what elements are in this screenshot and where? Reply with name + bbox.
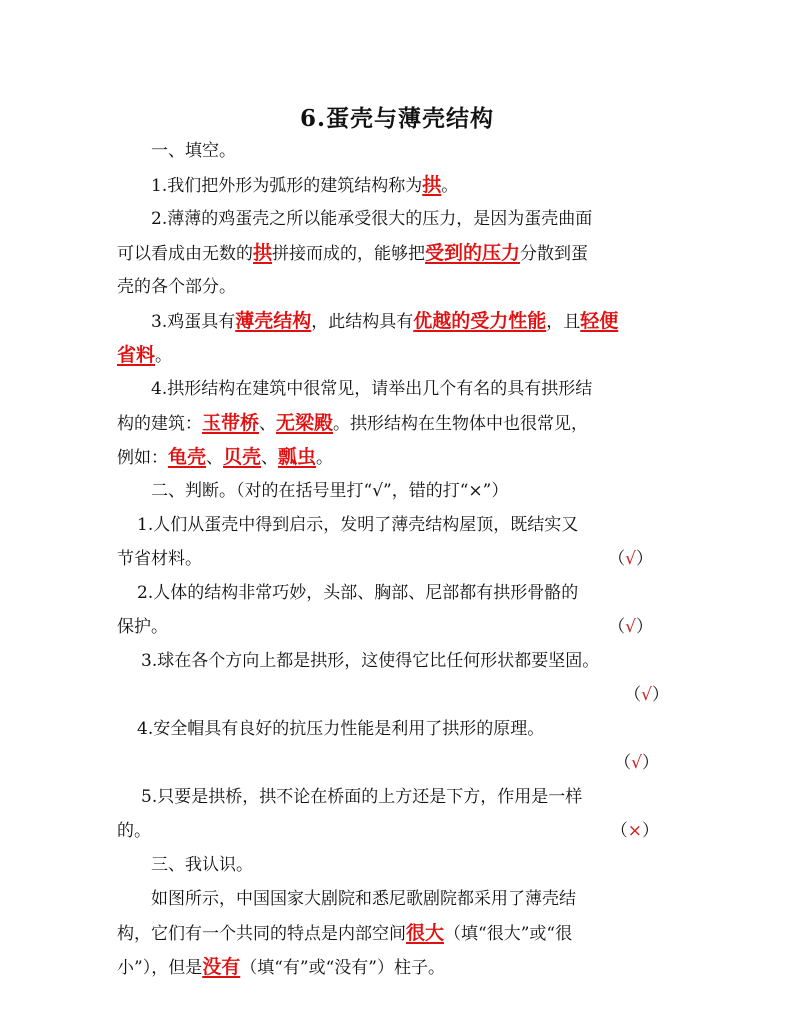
s2-q5-text1: 5.只要是拱桥，拱不论在桥面的上方还是下方，作用是一样: [141, 787, 583, 807]
s2-q4-line1: [117, 712, 677, 746]
s2-q3-answer-box: [624, 685, 669, 705]
s2-q3-answer-line: [117, 678, 677, 712]
s1-q4-sep2: 、: [206, 448, 224, 468]
s1-q4-answer3: 龟壳: [168, 446, 207, 468]
s2-q5-open: （: [610, 821, 628, 841]
s1-q4-sep3: 、: [261, 448, 279, 468]
s1-q4-text2b: 。拱形结构在生物体中也很常见，: [333, 414, 589, 434]
section2-heading-text: 二、判断。（对的在括号里打“√”，错的打“×”）: [151, 481, 509, 501]
s1-q2-text2c: 分散到蛋: [520, 244, 589, 264]
s2-q2-close: ）: [636, 617, 653, 637]
s1-q2-line2: [117, 236, 677, 270]
s1-q1-answer: 拱: [422, 174, 442, 196]
section3-heading: [117, 848, 677, 882]
s2-q5-answer-box: [611, 814, 677, 848]
s2-q1-text1: 1.人们从蛋壳中得到启示，发明了薄壳结构屋顶，既结实又: [137, 515, 579, 535]
section1-heading: [117, 134, 677, 168]
s1-q3-line1: [117, 304, 677, 338]
s2-q5-line1: [117, 780, 677, 814]
s2-q2-open: （: [608, 617, 626, 637]
s2-q1-open: （: [608, 549, 626, 569]
s2-q4-close: ）: [642, 753, 659, 773]
s1-q2-text2b: 拼接而成的，能够把: [272, 244, 426, 264]
s2-q3-open: （: [624, 685, 642, 705]
s1-q3-answer3b: 省料: [117, 344, 156, 366]
s1-q2-line1: [117, 202, 677, 236]
section1-heading-text: 一、填空。: [151, 141, 236, 161]
s2-q4-open: （: [614, 753, 632, 773]
s2-q4-answer-box: [614, 753, 659, 773]
s3-text2a: 构，它们有一个共同的特点是内部空间: [117, 924, 406, 944]
s1-q4-text3a: 例如：: [117, 448, 168, 468]
s2-q4-text1: 4.安全帽具有良好的抗压力性能是利用了拱形的原理。: [137, 719, 545, 739]
s1-q2-line3: [117, 270, 677, 304]
s3-answer1: 很大: [406, 922, 445, 944]
s2-q1-close: ）: [636, 549, 653, 569]
s2-q5-text2: 的。: [117, 821, 151, 841]
s2-q1-text2: 节省材料。: [117, 549, 202, 569]
s1-q4-line1: [117, 372, 677, 406]
s1-q4-text2a: 构的建筑：: [117, 414, 202, 434]
s1-q2-text3: 壳的各个部分。: [117, 277, 236, 297]
s1-q1: [117, 168, 677, 202]
s1-q3-text2: ，此结构具有: [311, 312, 414, 332]
cross-mark-icon: ×: [627, 821, 642, 841]
s2-q2-answer-box: [608, 610, 677, 644]
s3-line2: [117, 916, 677, 950]
section3-heading-text: 三、我认识。: [151, 855, 253, 875]
s1-q4-text1: 4.拱形结构在建筑中很常见，请举出几个有名的具有拱形结: [151, 379, 593, 399]
s2-q3-line1: [117, 644, 677, 678]
s1-q2-text2a: 可以看成由无数的: [117, 244, 253, 264]
s1-q2-text1: 2.薄薄的鸡蛋壳之所以能承受很大的压力，是因为蛋壳曲面: [151, 209, 593, 229]
s1-q3-answer1: 薄壳结构: [235, 310, 312, 332]
page-title: 6.蛋壳与薄壳结构: [299, 105, 494, 132]
s2-q2-text2: 保护。: [117, 617, 168, 637]
s1-q3-answer2: 优越的受力性能: [413, 310, 547, 332]
s2-q3-text1: 3.球在各个方向上都是拱形，这使得它比任何形状都要坚固。: [141, 651, 600, 671]
s3-text3a: 小”），但是: [117, 958, 203, 978]
s1-q2-answer2: 受到的压力: [425, 242, 521, 264]
s2-q2-line2: [117, 610, 677, 644]
s1-q4-answer5: 瓢虫: [278, 446, 317, 468]
s1-q4-text3b: 。: [316, 448, 334, 468]
s1-q1-text-end: 。: [441, 176, 459, 196]
s1-q4-answer1: 玉带桥: [202, 412, 260, 434]
s2-q2-text1: 2.人体的结构非常巧妙，头部、胸部、尼部都有拱形骨骼的: [137, 583, 579, 603]
s1-q3-text1: 3.鸡蛋具有: [151, 312, 236, 332]
s3-text3b: （填“有”或“没有”）柱子。: [240, 958, 445, 978]
s1-q3-answer3a: 轻便: [580, 310, 619, 332]
s1-q1-text: 1.我们把外形为弧形的建筑结构称为: [151, 176, 423, 196]
s2-q1-line2: [117, 542, 677, 576]
s2-q5-line2: [117, 814, 677, 848]
s2-q1-answer-box: [608, 542, 677, 576]
s2-q1-line1: [117, 508, 677, 542]
s3-text2b: （填“很大”或“很: [444, 924, 573, 944]
s1-q4-answer4: 贝壳: [223, 446, 262, 468]
section2-heading: [117, 474, 677, 508]
check-mark-icon: √: [625, 617, 636, 637]
s1-q4-line3: [117, 440, 677, 474]
check-mark-icon: √: [631, 753, 642, 773]
check-mark-icon: √: [625, 549, 636, 569]
s2-q3-close: ）: [652, 685, 669, 705]
s1-q2-answer1: 拱: [253, 242, 273, 264]
s2-q2-line1: [117, 576, 677, 610]
s3-text1: 如图所示，中国国家大剧院和悉尼歌剧院都采用了薄壳结: [151, 889, 576, 909]
s3-line3: [117, 950, 677, 984]
worksheet-content: [117, 134, 677, 984]
s1-q3-line2: [117, 338, 677, 372]
s3-line1: [117, 882, 677, 916]
check-mark-icon: √: [641, 685, 652, 705]
s1-q4-answer2: 无梁殿: [276, 412, 334, 434]
s1-q3-text3: ，且: [546, 312, 581, 332]
s3-answer2: 没有: [202, 956, 241, 978]
s1-q4-sep1: 、: [259, 414, 277, 434]
s1-q3-text4: 。: [155, 346, 173, 366]
s2-q5-close: ）: [642, 821, 659, 841]
s1-q4-line2: [117, 406, 677, 440]
s2-q4-answer-line: [117, 746, 677, 780]
